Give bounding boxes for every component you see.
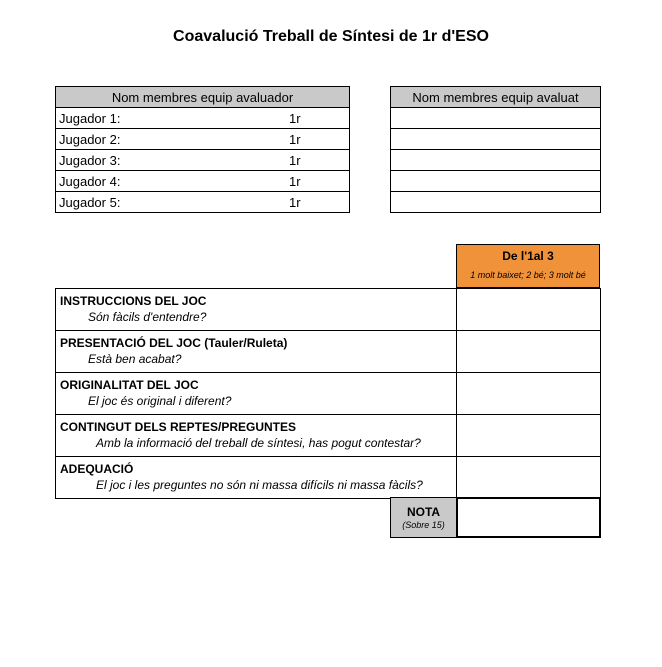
score-header-scale: 1 molt baixet; 2 bé; 3 molt bé	[470, 270, 586, 280]
score-header	[456, 244, 600, 288]
criterion-row	[56, 289, 601, 331]
criterion-description: Són fàcils d'entendre?	[88, 310, 207, 324]
nota-title: NOTA	[406, 505, 441, 519]
evaluated-name-cell[interactable]	[391, 150, 601, 171]
page-title: Coavalució Treball de Síntesi de 1r d'ESO	[173, 28, 489, 45]
evaluated-name-cell[interactable]	[391, 171, 601, 192]
player-name-cell[interactable]: Jugador 2:	[56, 129, 290, 150]
nota-input-box[interactable]	[456, 497, 601, 538]
criterion-description: El joc i les preguntes no són ni massa difícils ni massa fàcils?	[96, 478, 423, 492]
evaluated-team-table	[390, 86, 601, 213]
criterion-title: ADEQUACIÓ	[60, 462, 134, 476]
criterion-score-cell[interactable]	[457, 373, 601, 415]
nota-label	[390, 497, 457, 538]
nota-subtitle: (Sobre 15)	[402, 520, 445, 530]
player-name-cell[interactable]: Jugador 5:	[56, 192, 290, 213]
evaluator-row	[56, 192, 350, 213]
criterion-score-cell[interactable]	[457, 289, 601, 331]
evaluated-name-cell[interactable]	[391, 129, 601, 150]
criterion-title: PRESENTACIÓ DEL JOC (Tauler/Ruleta)	[60, 336, 288, 350]
criterion-row	[56, 373, 601, 415]
criterion-description: Està ben acabat?	[88, 352, 182, 366]
player-name-cell[interactable]: Jugador 1:	[56, 108, 290, 129]
evaluator-row	[56, 129, 350, 150]
player-grade: 1r	[289, 108, 350, 129]
evaluated-name-cell[interactable]	[391, 192, 601, 213]
criterion-title: CONTINGUT DELS REPTES/PREGUNTES	[60, 420, 297, 434]
criterion-row	[56, 331, 601, 373]
evaluator-header: Nom membres equip avaluador	[56, 87, 350, 108]
evaluated-header: Nom membres equip avaluat	[391, 87, 601, 108]
criterion-row	[56, 457, 601, 499]
evaluator-row	[56, 171, 350, 192]
player-name-cell[interactable]: Jugador 4:	[56, 171, 290, 192]
criterion-score-cell[interactable]	[457, 331, 601, 373]
evaluator-team-table	[55, 86, 350, 213]
player-grade: 1r	[289, 171, 350, 192]
criterion-score-cell[interactable]	[457, 415, 601, 457]
player-grade: 1r	[289, 150, 350, 171]
player-grade: 1r	[289, 192, 350, 213]
criterion-description: El joc és original i diferent?	[88, 394, 232, 408]
evaluator-row	[56, 108, 350, 129]
evaluated-name-cell[interactable]	[391, 108, 601, 129]
player-name-cell[interactable]: Jugador 3:	[56, 150, 290, 171]
criterion-title: ORIGINALITAT DEL JOC	[60, 378, 199, 392]
criterion-description: Amb la informació del treball de síntesi, has pogut contestar?	[96, 436, 421, 450]
criteria-table	[55, 288, 601, 499]
player-grade: 1r	[289, 129, 350, 150]
evaluator-row	[56, 150, 350, 171]
criterion-title: INSTRUCCIONS DEL JOC	[60, 294, 207, 308]
criterion-score-cell[interactable]	[457, 457, 601, 499]
criterion-row	[56, 415, 601, 457]
score-header-title: De l'1al 3	[502, 249, 554, 263]
